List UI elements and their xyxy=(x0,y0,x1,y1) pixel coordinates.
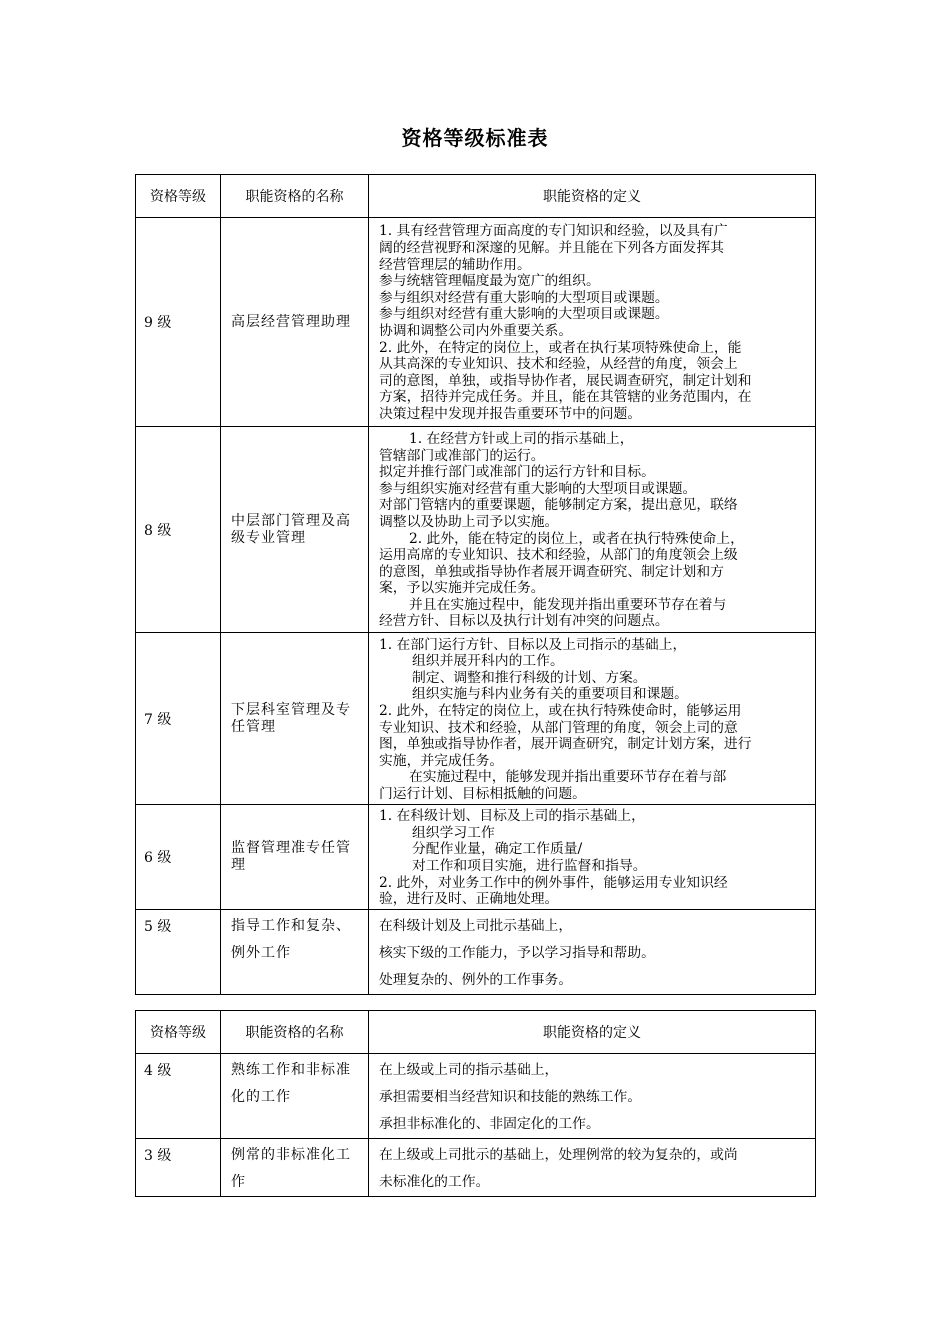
definition-line: 经营管理层的辅助作用。 xyxy=(379,256,531,273)
definition-line: 参与组织对经营有重大影响的大型项目或课题。 xyxy=(379,289,669,306)
definition-line: 实施，并完成任务。 xyxy=(379,752,504,769)
definition-line: 处理复杂的、例外的工作事务。 xyxy=(379,972,573,988)
definition-line: 方案，招待并完成任务。并且，能在其管辖的业务范围内，在 xyxy=(379,389,752,406)
table-row xyxy=(136,218,816,427)
definition-line: 对工作和项目实施，进行监督和指导。 xyxy=(412,858,647,874)
definition-line: 图，单独或指导协作者，展开调查研究，制定计划方案，进行 xyxy=(379,736,752,753)
definition-line: 协调和调整公司内外重要关系。 xyxy=(379,323,573,339)
definition-line: 参与统辖管理幅度最为宽广的组织。 xyxy=(379,273,600,290)
definition-line: 组织学习工作 xyxy=(412,824,495,841)
definition-cell xyxy=(369,805,816,910)
level-cell: 5 级 xyxy=(136,910,221,995)
header-name: 职能资格的名称 xyxy=(221,1011,369,1054)
table-header-row xyxy=(136,1011,816,1054)
header-level: 资格等级 xyxy=(136,175,221,218)
table-row xyxy=(136,910,816,995)
definition-line: 并且在实施过程中，能发现并指出重要环节存在着与 xyxy=(409,596,727,613)
name-cell: 熟练工作和非标准化的工作 xyxy=(221,1054,369,1139)
name-cell: 高层经营管理助理 xyxy=(221,218,369,427)
definition-line: 承担需要相当经营知识和技能的熟练工作。 xyxy=(379,1089,642,1105)
level-cell: 9 级 xyxy=(136,218,221,427)
definition-line: 组织实施与科内业务有关的重要项目和课题。 xyxy=(412,686,688,703)
definition-line: 经营方针、目标以及执行计划有冲突的问题点。 xyxy=(379,613,669,630)
definition-line: 2. 此外，在特定的岗位上，或在执行特殊使命时，能够运用 xyxy=(379,702,742,719)
definition-line: 门运行计划、目标相抵触的问题。 xyxy=(379,785,586,802)
definition-cell xyxy=(369,1139,816,1197)
definition-line: 2. 此外，对业务工作中的例外事件，能够运用专业知识经 xyxy=(379,874,728,891)
definition-line: 专业知识、技术和经验，从部门管理的角度，领会上司的意 xyxy=(379,719,738,736)
definition-line: 决策过程中发现并报告重要环节中的问题。 xyxy=(379,405,642,422)
definition-cell xyxy=(369,633,816,805)
table-row xyxy=(136,805,816,910)
level-cell: 6 级 xyxy=(136,805,221,910)
level-cell: 4 级 xyxy=(136,1054,221,1139)
name-cell: 监督管理准专任管理 xyxy=(221,805,369,910)
definition-line: 参与组织对经营有重大影响的大型项目或课题。 xyxy=(379,306,669,323)
definition-line: 在上级或上司批示的基础上，处理例常的较为复杂的，或尚 xyxy=(379,1147,738,1163)
table-header-row xyxy=(136,175,816,218)
definition-cell xyxy=(369,427,816,633)
header-name: 职能资格的名称 xyxy=(221,175,369,218)
page-title: 资格等级标准表 xyxy=(401,126,549,150)
definition-line: 在科级计划及上司批示基础上， xyxy=(379,918,573,934)
definition-line: 拟定并推行部门或准部门的运行方针和目标。 xyxy=(379,464,655,481)
table-row xyxy=(136,1054,816,1139)
definition-line: 2. 此外，在特定的岗位上，或者在执行某项特殊使命上，能 xyxy=(379,339,742,356)
header-level: 资格等级 xyxy=(136,1011,221,1054)
definition-line: 调整以及协助上司予以实施。 xyxy=(379,513,559,530)
definition-line: 对部门管辖内的重要课题，能够制定方案，提出意见，联络 xyxy=(379,497,738,514)
definition-line: 核实下级的工作能力，予以学习指导和帮助。 xyxy=(379,945,655,961)
definition-line: 在上级或上司的指示基础上， xyxy=(379,1062,559,1078)
definition-line: 分配作业量，确定工作质量/ xyxy=(412,841,583,858)
definition-line: 运用高席的专业知识、技术和经验，从部门的角度领会上级 xyxy=(379,547,738,564)
definition-line: 案，予以实施并完成任务。 xyxy=(379,580,545,597)
definition-line: 从其高深的专业知识、技术和经验，从经营的角度，领会上 xyxy=(379,356,738,373)
grade-table-2 xyxy=(135,1010,816,1197)
definition-line: 1. 在部门运行方针、目标以及上司指示的基础上， xyxy=(379,636,687,653)
definition-line: 1. 具有经营管理方面高度的专门知识和经验，以及具有广 xyxy=(379,223,728,240)
definition-line: 未标准化的工作。 xyxy=(379,1174,490,1190)
definition-line: 管辖部门或准部门的运行。 xyxy=(379,447,545,464)
definition-cell xyxy=(369,1054,816,1139)
header-definition: 职能资格的定义 xyxy=(369,175,816,218)
level-cell: 3 级 xyxy=(136,1139,221,1197)
definition-line: 验，进行及时、正确地处理。 xyxy=(379,891,559,908)
level-cell: 7 级 xyxy=(136,633,221,805)
grade-table-1 xyxy=(135,174,816,995)
table-row xyxy=(136,633,816,805)
definition-line: 在实施过程中，能够发现并指出重要环节存在着与部 xyxy=(409,769,727,786)
definition-line: 的意图，单独或指导协作者展开调查研究、制定计划和方 xyxy=(379,563,724,580)
definition-line: 1. 在经营方针或上司的指示基础上， xyxy=(409,430,634,447)
name-cell: 指导工作和复杂、例外工作 xyxy=(221,910,369,995)
definition-line: 司的意图，单独，或指导协作者，展民调查研究，制定计划和 xyxy=(379,372,752,389)
header-definition: 职能资格的定义 xyxy=(369,1011,816,1054)
definition-line: 参与组织实施对经营有重大影响的大型项目或课题。 xyxy=(379,480,697,497)
name-cell: 下层科室管理及专任管理 xyxy=(221,633,369,805)
definition-line: 组织并展开科内的工作。 xyxy=(412,653,564,670)
name-cell: 例常的非标准化工作 xyxy=(221,1139,369,1197)
level-cell: 8 级 xyxy=(136,427,221,633)
definition-line: 2. 此外，能在特定的岗位上，或者在执行特殊使命上， xyxy=(409,530,744,547)
definition-line: 阔的经营视野和深邃的见解。并且能在下列各方面发挥其 xyxy=(379,240,724,257)
definition-line: 制定、调整和推行科级的计划、方案。 xyxy=(412,669,647,686)
table-row xyxy=(136,1139,816,1197)
definition-line: 承担非标准化的、非固定化的工作。 xyxy=(379,1116,600,1132)
table-row xyxy=(136,427,816,633)
definition-cell xyxy=(369,218,816,427)
definition-line: 1. 在科级计划、目标及上司的指示基础上， xyxy=(379,808,645,825)
name-cell: 中层部门管理及高级专业管理 xyxy=(221,427,369,633)
definition-cell xyxy=(369,910,816,995)
